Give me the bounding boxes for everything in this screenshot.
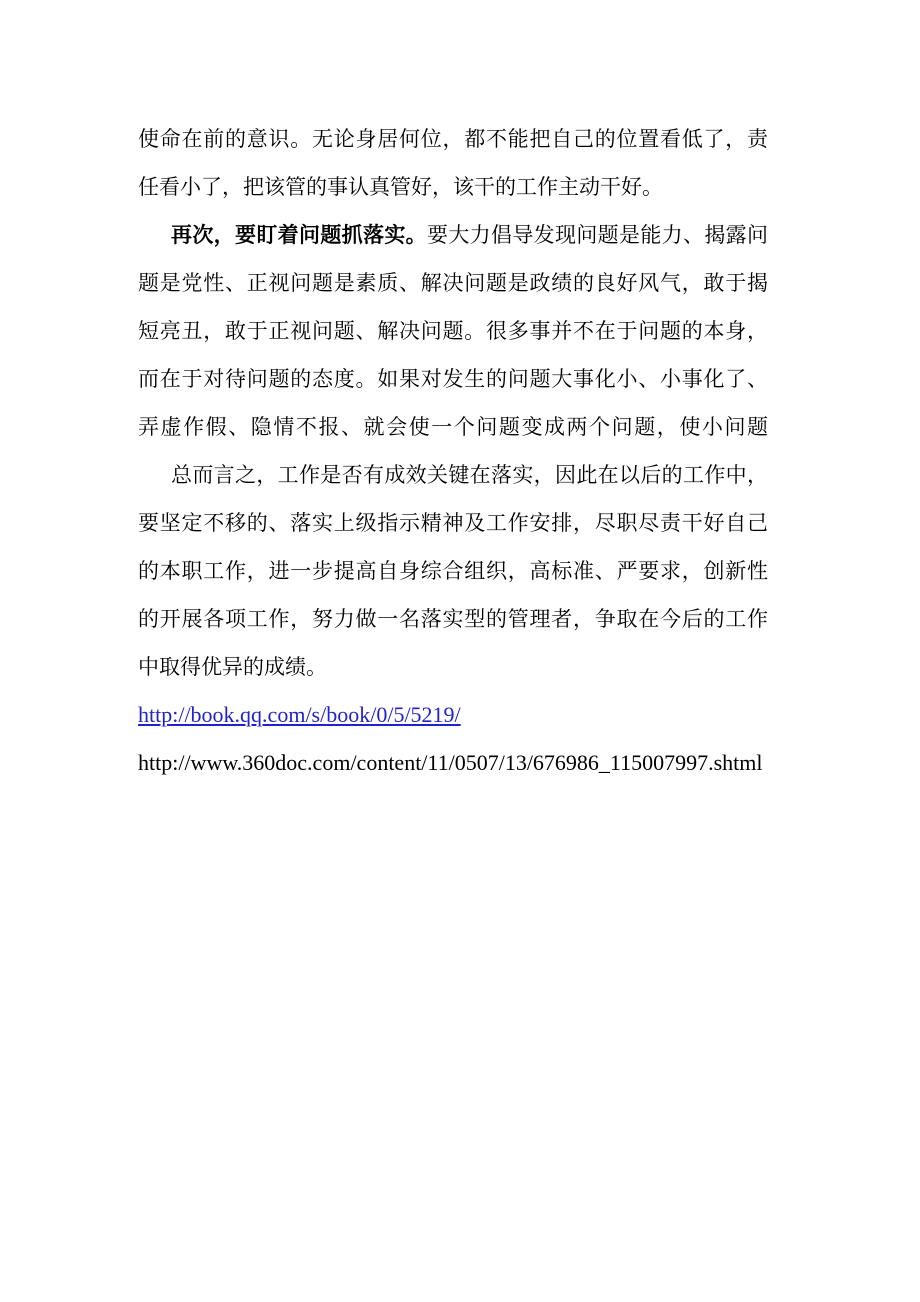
text-run: 的开展各项工作，努力做一名落实型的管理者，争取在今后的工作 bbox=[138, 607, 768, 631]
bold-run: 再次，要盯着问题抓落实。 bbox=[171, 223, 427, 247]
text-run: 任看小了，把该管的事认真管好，该干的工作主动干好。 bbox=[138, 175, 663, 199]
text-run: 中取得优异的成绩。 bbox=[138, 655, 327, 679]
text-line bbox=[138, 499, 768, 547]
text-line bbox=[138, 307, 768, 355]
text-run: 总而言之，工作是否有成效关键在落实，因此在以后的工作中， bbox=[171, 463, 768, 487]
text-line bbox=[138, 403, 768, 451]
text-line bbox=[138, 691, 768, 739]
text-run: 使命在前的意识。无论身居何位，都不能把自己的位置看低了，责 bbox=[138, 127, 768, 151]
text-run: 短亮丑，敢于正视问题、解决问题。很多事并不在于问题的本身， bbox=[138, 319, 768, 343]
text-run: 而在于对待问题的态度。如果对发生的问题大事化小、小事化了、 bbox=[138, 367, 768, 391]
text-line bbox=[138, 595, 768, 643]
text-line bbox=[138, 355, 768, 403]
text-line bbox=[138, 547, 768, 595]
text-line bbox=[138, 451, 768, 499]
text-line bbox=[138, 643, 768, 691]
url-text: http://www.360doc.com/content/11/0507/13/676986_115007997.shtml bbox=[138, 750, 763, 775]
text-line bbox=[138, 163, 768, 211]
text-run: 题是党性、正视问题是素质、解决问题是政绩的良好风气，敢于揭 bbox=[138, 271, 768, 295]
hyperlink[interactable]: http://book.qq.com/s/book/0/5/5219/ bbox=[138, 702, 461, 727]
text-run: 要大力倡导发现问题是能力、揭露问 bbox=[427, 223, 768, 247]
text-line bbox=[138, 115, 768, 163]
text-line bbox=[138, 211, 768, 259]
text-run: 弄虚作假、隐情不报、就会使一个问题变成两个问题，使小问题 bbox=[138, 415, 768, 439]
text-run: 要坚定不移的、落实上级指示精神及工作安排，尽职尽责干好自己 bbox=[138, 511, 768, 535]
document-body bbox=[138, 115, 768, 787]
text-line bbox=[138, 739, 768, 787]
text-run: 的本职工作，进一步提高自身综合组织，高标准、严要求，创新性 bbox=[138, 559, 768, 583]
text-line bbox=[138, 259, 768, 307]
